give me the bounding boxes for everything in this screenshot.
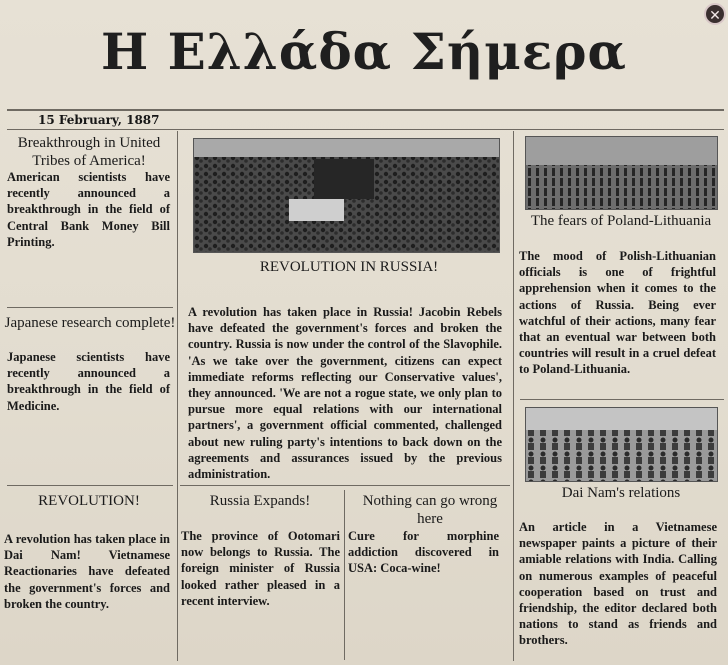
column-rule-left xyxy=(177,131,178,661)
crowd-photo xyxy=(193,138,500,253)
poland-photo xyxy=(525,136,718,210)
headline-dai-nam-revolution: REVOLUTION! xyxy=(38,493,140,509)
headline-united-tribes: Breakthrough in United Tribes of America! xyxy=(17,135,161,169)
close-button[interactable]: ✕ xyxy=(704,3,726,25)
column-rule-center xyxy=(344,490,345,660)
left-divider-1 xyxy=(7,307,173,308)
headline-japanese-research: Japanese research complete! xyxy=(4,315,176,331)
right-divider xyxy=(520,399,724,400)
headline-dai-nam-relations: Dai Nam's relations xyxy=(561,485,681,501)
article-russia-expands: The province of Ootomari now belongs to Russia. The foreign minister of Russia looked rather pleased in a recent interview. xyxy=(181,529,340,608)
left-divider-2 xyxy=(7,485,173,486)
article-nothing-wrong: Cure for morphine addiction discovered in USA: Coca-wine! xyxy=(348,529,499,576)
article-poland-lithuania: The mood of Polish-Lithuanian officials is one of frightful apprehension when it comes to the actions of Russia. Being ever watchful of their actions, many fear that an eventual war between both countries will result in a cruel defeat to Poland-Lithuania. xyxy=(519,249,716,377)
dai-nam-photo xyxy=(525,407,718,482)
masthead-rule xyxy=(7,109,724,111)
center-divider xyxy=(180,485,510,486)
headline-poland-lithuania: The fears of Poland-Lithuania xyxy=(530,213,712,229)
article-united-tribes: American scientists have recently announced a breakthrough in the field of Central Bank Money Bill Printing. xyxy=(7,170,170,249)
column-rule-right xyxy=(513,131,514,661)
article-dai-nam-revolution: A revolution has taken place in Dai Nam! Vietnamese Reactionaries have defeated the government's forces and broken the country. xyxy=(4,532,170,611)
issue-date: 15 February, 1887 xyxy=(38,113,160,127)
headline-revolution-russia: REVOLUTION IN RUSSIA! xyxy=(259,259,439,275)
article-revolution-russia: A revolution has taken place in Russia! Jacobin Rebels have defeated the government's forces and broken the country. Russia is now under the control of the Slavophile. 'As we take over the government, citizens can expect immediate reforms reflecting our Conservative values', they announced. 'We are not a rogue state, we only plan to pursue more equal relations with our international partners', a government official commented, challenged about new ruling party's intentions to back down on the agreements and assurances issued by the previous administration. xyxy=(188,305,502,482)
article-dai-nam-relations: An article in a Vietnamese newspaper paints a picture of their amiable relations with India. Calling on numerous examples of peaceful cooperation based on trust and friendship, the editor declared both nations to stand as friends and brothers. xyxy=(519,520,717,648)
headline-russia-expands: Russia Expands! xyxy=(209,493,311,509)
article-japanese-research: Japanese scientists have recently announced a breakthrough in the field of Medicine. xyxy=(7,350,170,413)
headline-nothing-wrong: Nothing can go wrong here xyxy=(362,493,498,527)
date-rule xyxy=(7,129,724,130)
newspaper-masthead: Η Ελλάδα Σήμερα xyxy=(100,22,627,81)
